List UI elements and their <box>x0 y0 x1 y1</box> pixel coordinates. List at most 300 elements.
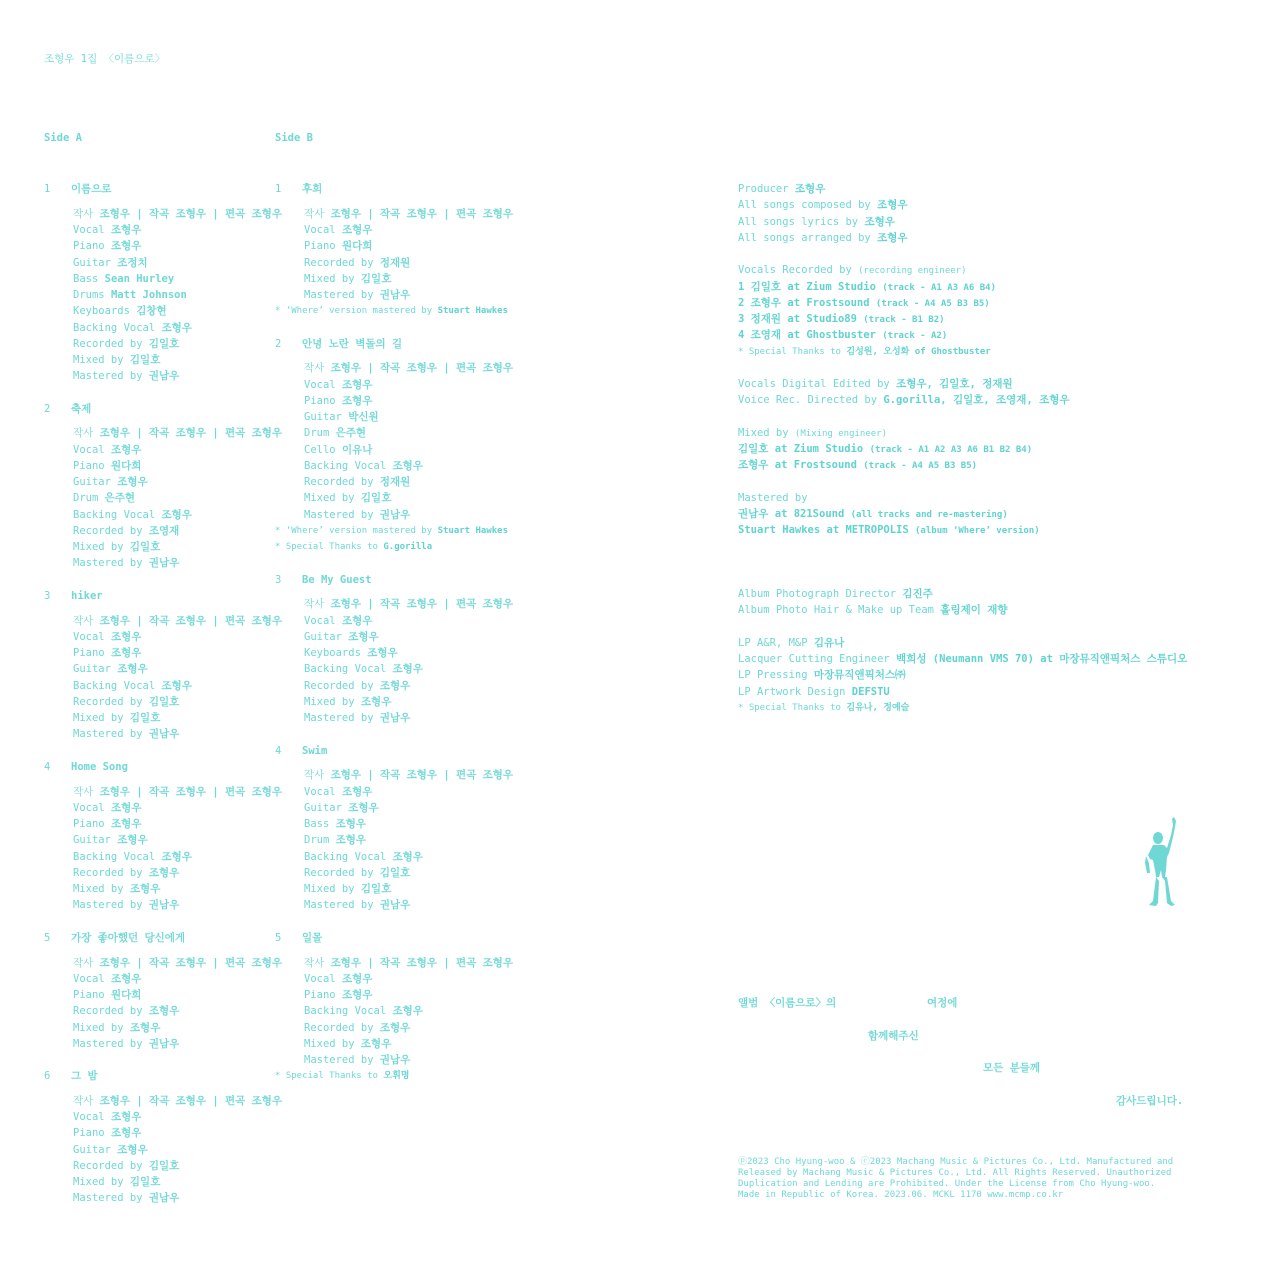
credit-line <box>44 336 274 352</box>
credit-role: All songs composed by <box>738 199 871 212</box>
credit-line <box>275 393 515 409</box>
credit-role: 작사 <box>73 427 94 440</box>
credit-name: 조형우 <box>341 972 373 985</box>
credit-name: 김일호 <box>129 1176 161 1189</box>
credit-role: Mastered by <box>304 289 374 301</box>
credit-name: 조형우 | 작곡 조형우 | 편곡 조형우 <box>99 427 283 440</box>
credit-line <box>275 832 515 848</box>
credit-line <box>275 800 515 816</box>
engineer-tracks: (track - A1 A3 A6 B4) <box>882 282 997 293</box>
track-header <box>275 930 515 946</box>
credit-name: 조형우 <box>341 989 373 1001</box>
credit-role: Piano <box>73 1127 105 1140</box>
credit-role: Mastered by <box>73 1037 143 1050</box>
credit-role: 작사 <box>304 362 325 375</box>
production-credits <box>738 181 1238 539</box>
credit-role: LP Artwork Design <box>738 685 846 698</box>
credit-role: Backing Vocal <box>304 663 387 676</box>
credit-line <box>44 490 274 506</box>
thanks-line-5: 감사드립니다. <box>1116 1095 1184 1107</box>
credit-role: Vocal <box>73 224 105 236</box>
credit-name: 김일호 <box>129 541 161 554</box>
credit-name: 김일호 <box>148 695 180 708</box>
credit-line <box>738 602 1238 618</box>
credit-line <box>44 1190 274 1206</box>
credit-name: 조형우 <box>392 850 423 863</box>
credit-line <box>275 629 515 645</box>
credit-name: 조형우 <box>110 240 142 253</box>
credit-line <box>275 287 515 303</box>
credit-line <box>44 661 274 677</box>
credit-role: Guitar <box>73 834 111 847</box>
credit-line <box>275 955 515 971</box>
credit-line <box>275 238 515 254</box>
credit-name: Matt Johnson <box>110 289 187 301</box>
credit-role: Guitar <box>73 663 111 676</box>
credit-line <box>275 1052 515 1068</box>
credit-name: 조형우 <box>148 866 180 879</box>
credit-role: Drums <box>73 289 105 301</box>
track-title: 축제 <box>71 402 92 415</box>
credit-role: Mastered by <box>304 508 374 521</box>
credit-role: Guitar <box>73 1143 111 1156</box>
side-b-heading: Side B <box>275 132 313 144</box>
engineer-tracks: (track - B1 B2) <box>863 315 945 325</box>
engineer-line <box>738 311 1238 327</box>
credit-line <box>44 629 274 645</box>
credit-name: 조형우 <box>129 883 161 896</box>
credit-role: Mixed by <box>73 1021 124 1034</box>
credit-name: 조형우 <box>379 1021 411 1034</box>
credit-name: 조형우 | 작곡 조형우 | 편곡 조형우 <box>99 785 283 798</box>
credit-role: 작사 <box>304 207 325 220</box>
credit-role: Guitar <box>73 476 111 489</box>
credit-line <box>44 507 274 523</box>
credit-line <box>44 710 274 726</box>
track-header <box>275 181 515 197</box>
credit-role: Piano <box>304 394 336 407</box>
track <box>44 588 283 743</box>
engineer-name: 권남우 at 821Sound <box>738 508 845 520</box>
credit-line <box>738 651 1238 667</box>
credit-name: 조형우 <box>335 818 367 831</box>
credit-line <box>275 661 515 677</box>
note-prefix: * Special Thanks to <box>738 346 841 357</box>
copyright-notice: ⓟ2023 Cho Hyung-woo & ⓒ2023 Machang Music & Pictures Co., Ltd. Manufactured and Released by Machang Music & Pictures Co., Ltd. All Rights Reserved. Unauthorized Duplication and Lending are Prohibited. Under the License from Cho Hyung-woo. Made in Republic of Korea. 2023.06. MCKL 1170 www.mcmp.co.kr <box>738 1157 1174 1200</box>
credit-name: 조형우 <box>110 443 142 456</box>
credit-line <box>275 596 515 612</box>
credit-line <box>738 667 1238 683</box>
credit-line <box>275 881 515 897</box>
credit-line <box>44 238 274 254</box>
track-note <box>275 1068 515 1084</box>
note-prefix: * Special Thanks to <box>275 1071 378 1082</box>
credit-line <box>275 222 515 238</box>
credit-name: 정재원 <box>379 476 411 489</box>
credit-line <box>44 368 274 384</box>
engineer-tracks: (track - A4 A5 B3 B5) <box>875 298 990 309</box>
track-title: 안녕 노란 벽돌의 길 <box>302 337 403 350</box>
mixed-list <box>738 441 1238 474</box>
track-header <box>44 588 274 604</box>
credit-line <box>275 255 515 271</box>
credit-role: All songs arranged by <box>738 231 871 244</box>
credit-name: 김유나 <box>813 636 845 649</box>
credit-line <box>44 222 274 238</box>
engineer-line <box>738 327 1238 343</box>
credit-line <box>44 897 274 913</box>
credit-name: 조형우 <box>161 508 192 521</box>
credit-line <box>44 555 274 571</box>
credit-role: Recorded by <box>73 1159 143 1172</box>
track <box>44 401 283 572</box>
note-name: 김성원, 오성화 of Ghostbuster <box>846 346 991 357</box>
credit-line <box>44 865 274 881</box>
credit-line <box>275 678 515 694</box>
track-number: 4 <box>275 744 282 757</box>
engineer-tracks: (track - A1 A2 A3 A6 B1 B2 B4) <box>869 445 1033 455</box>
credit-role: LP A&R, M&P <box>738 636 808 649</box>
credit-name: 권남우 <box>148 557 180 570</box>
credit-role: 작사 <box>304 598 325 611</box>
engineer-name: 1 김일호 at Zium Studio <box>738 280 876 293</box>
credit-line <box>275 490 515 506</box>
note-prefix: * Special Thanks to <box>738 702 841 713</box>
track <box>275 743 515 914</box>
credit-name: 조형우 <box>367 647 398 660</box>
credit-name: 조영재 <box>148 524 180 537</box>
credit-name: 김일호 <box>148 1159 180 1172</box>
credit-line <box>44 849 274 865</box>
credit-line <box>275 849 515 865</box>
credit-line <box>275 971 515 987</box>
track-number: 2 <box>44 402 51 415</box>
track-title: 일몰 <box>302 931 323 944</box>
credit-line <box>44 320 274 336</box>
credit-name: 권남우 <box>379 289 411 301</box>
credit-role: Recorded by <box>73 337 143 350</box>
credit-role: Drum <box>73 492 99 505</box>
credit-name: G.gorilla, 김일호, 조영재, 조형우 <box>883 394 1070 407</box>
track-header <box>44 401 274 417</box>
credit-name: 김진주 <box>902 588 933 600</box>
credit-line <box>275 425 515 441</box>
credit-name: 조형우 | 작곡 조형우 | 편곡 조형우 <box>99 956 283 969</box>
engineer-line <box>738 506 1238 522</box>
credit-line <box>275 458 515 474</box>
credit-role: Mixed by <box>73 883 124 896</box>
credit-role: Mixed by <box>304 695 355 708</box>
engineer-tracks: (album ‘Where’ version) <box>915 526 1040 537</box>
track-title: 가장 좋아했던 당신에게 <box>71 931 186 944</box>
credit-role: Backing Vocal <box>304 459 387 472</box>
credit-role: 작사 <box>73 785 94 798</box>
engineer-name: 김일호 at Zium Studio <box>738 443 864 455</box>
credit-name: 김일호 <box>360 492 392 505</box>
credit-line <box>44 1142 274 1158</box>
credit-name: 원다희 <box>110 989 142 1001</box>
credit-role: Piano <box>73 240 105 253</box>
credit-role: Mixed by <box>304 272 355 285</box>
credit-role: Mastered by <box>304 1054 374 1066</box>
credit-line <box>44 987 274 1003</box>
credit-name: 권남우 <box>148 728 180 741</box>
engineer-name: 2 조형우 at Frostsound <box>738 296 870 309</box>
credit-role: Piano <box>304 989 336 1001</box>
credit-role: Vocals Digital Edited by <box>738 378 890 390</box>
credit-name: 권남우 <box>148 899 180 912</box>
thanks-line-1: 앨범 〈이름으로〉의 <box>738 997 837 1009</box>
photo-block <box>738 586 1238 619</box>
credit-line <box>738 181 1238 197</box>
credit-role: Vocal <box>73 1111 105 1124</box>
credit-role: Mixed by <box>73 712 124 725</box>
track-header <box>275 572 515 588</box>
vocals-recorded-role: Vocals Recorded by <box>738 264 852 277</box>
credit-line <box>738 635 1238 651</box>
track <box>275 181 515 320</box>
credit-line <box>275 897 515 913</box>
credit-name: DEFSTU <box>851 685 890 698</box>
track-number: 2 <box>275 337 282 350</box>
credit-name: 조형우 <box>360 695 392 708</box>
credit-name: 조형우 <box>110 630 142 643</box>
note-prefix: * ‘Where’ version mastered by <box>275 525 433 536</box>
photo-and-lp-credits <box>738 586 1238 716</box>
credit-role: Keyboards <box>73 305 130 318</box>
credit-role: Mastered by <box>73 1192 143 1205</box>
track-header <box>275 743 515 759</box>
credit-line <box>275 784 515 800</box>
credit-line <box>44 474 274 490</box>
track-header <box>275 336 515 352</box>
credit-line <box>44 287 274 303</box>
credit-line <box>44 694 274 710</box>
credit-line <box>738 214 1238 230</box>
track-header <box>44 181 274 197</box>
vocals-recorded-list <box>738 279 1238 344</box>
credit-role: Mastered by <box>304 712 374 725</box>
track-header <box>44 1068 274 1084</box>
credit-line <box>44 539 274 555</box>
credit-name: 조형우 | 작곡 조형우 | 편곡 조형우 <box>330 598 514 611</box>
mastered-list <box>738 506 1238 539</box>
credit-line <box>44 645 274 661</box>
engineer-name: 4 조영재 at Ghostbuster <box>738 329 876 342</box>
credit-name: 권남우 <box>379 712 411 725</box>
credit-role: Album Photograph Director <box>738 588 897 600</box>
credit-name: 조형우 <box>148 1005 180 1018</box>
credit-role: Bass <box>304 818 330 831</box>
engineer-line <box>738 522 1238 538</box>
track-note <box>275 523 515 539</box>
credit-role: Vocal <box>304 224 336 236</box>
track-number: 5 <box>44 931 51 944</box>
track-title: Swim <box>302 744 328 757</box>
credit-role: Producer <box>738 183 789 195</box>
credit-role: Cello <box>304 443 336 456</box>
credit-line <box>275 645 515 661</box>
credit-line <box>44 352 274 368</box>
credit-line <box>275 1003 515 1019</box>
credit-role: Vocal <box>73 630 105 643</box>
credit-name: 조형우 <box>877 199 908 212</box>
engineer-tracks: (track - A2) <box>882 331 948 342</box>
credit-name: 조형우 <box>110 1111 142 1124</box>
credit-role: Guitar <box>304 411 342 424</box>
credit-line <box>44 1020 274 1036</box>
credit-role: Bass <box>73 272 99 285</box>
credit-name: 조형우 <box>348 630 379 643</box>
credit-name: 조형우 <box>161 321 192 334</box>
engineer-line <box>738 441 1238 457</box>
track-header <box>44 759 274 775</box>
credit-name: 김일호 <box>379 866 411 879</box>
track-number: 3 <box>275 573 282 586</box>
credit-name: 조형우 <box>110 647 142 660</box>
credit-line <box>44 523 274 539</box>
credit-name: 조형우 <box>110 801 142 814</box>
credit-line <box>44 1109 274 1125</box>
thanks-line-4: 모든 분들께 <box>983 1062 1041 1074</box>
credit-name: 이유나 <box>341 443 373 456</box>
credit-name: 조형우 | 작곡 조형우 | 편곡 조형우 <box>330 956 514 969</box>
credit-name: 조형우 <box>877 231 908 244</box>
engineer-line <box>738 279 1238 295</box>
credit-name: 조형우 <box>110 1127 142 1140</box>
credit-line <box>738 684 1238 700</box>
credit-line <box>738 376 1238 392</box>
credit-role: 작사 <box>304 769 325 782</box>
credit-line <box>275 507 515 523</box>
track-header <box>44 930 274 946</box>
track-note <box>275 539 515 555</box>
engineer-tracks: (track - A4 A5 B3 B5) <box>863 461 978 472</box>
track-note <box>275 303 515 319</box>
credit-line <box>275 360 515 376</box>
credit-line <box>44 206 283 222</box>
credit-role: Backing Vocal <box>304 850 387 863</box>
credit-name: 권남우 <box>148 1192 180 1205</box>
credit-line <box>275 474 515 490</box>
credit-line <box>738 230 1238 246</box>
track <box>44 181 283 385</box>
credit-name: 조형우 | 작곡 조형우 | 편곡 조형우 <box>99 207 283 220</box>
credit-line <box>44 425 283 441</box>
credit-line <box>44 832 274 848</box>
mixed-role: Mixed by <box>738 426 789 439</box>
credit-line <box>44 784 283 800</box>
credit-name: 은주현 <box>104 492 136 505</box>
credit-name: 조형우 <box>341 378 373 391</box>
credit-role: Album Photo Hair & Make up Team <box>738 604 934 617</box>
credit-line <box>275 409 515 425</box>
credit-role: Drum <box>304 427 330 440</box>
credit-line <box>44 1003 274 1019</box>
track <box>275 930 515 1085</box>
credit-role: Vocal <box>304 378 336 391</box>
engineer-line <box>738 457 1238 473</box>
credit-role: Mastered by <box>73 899 143 912</box>
credit-name: 권남우 <box>379 508 411 521</box>
engineer-line <box>738 295 1238 311</box>
credit-role: Recorded by <box>304 866 374 879</box>
credit-name: 조형우 <box>129 1021 161 1034</box>
credit-name: 조형우, 김일호, 정재원 <box>896 378 1013 390</box>
credit-role: Keyboards <box>304 647 361 660</box>
credit-name: Sean Hurley <box>104 272 175 285</box>
credit-role: Piano <box>73 989 105 1001</box>
note-name: G.gorilla <box>383 542 433 553</box>
credit-role: Mixed by <box>73 541 124 554</box>
engineer-tracks: (all tracks and re-mastering) <box>850 510 1008 520</box>
credit-line <box>44 955 283 971</box>
credit-name: 백희성 (Neumann VMS 70) at 마장뮤직앤픽처스 스튜디오 <box>896 653 1188 665</box>
credit-role: Vocal <box>304 785 336 798</box>
credit-line <box>44 458 274 474</box>
note-prefix: * ‘Where’ version mastered by <box>275 306 433 317</box>
credit-name: 박신원 <box>348 411 379 424</box>
track-number: 4 <box>44 760 51 773</box>
credit-role: Vocal <box>73 801 105 814</box>
credit-role: Piano <box>73 818 105 831</box>
credit-role: Mixed by <box>304 492 355 505</box>
credit-role: Mastered by <box>304 899 374 912</box>
credit-line <box>44 1036 274 1052</box>
credit-role: Backing Vocal <box>73 321 156 334</box>
credit-role: Recorded by <box>73 695 143 708</box>
credit-name: 김일호 <box>129 712 161 725</box>
credit-role: Piano <box>304 240 336 253</box>
track <box>275 336 515 556</box>
credit-role: Mastered by <box>73 370 143 383</box>
credit-line <box>275 1020 515 1036</box>
credit-name: 조형우 <box>392 663 423 676</box>
credit-role: 작사 <box>73 207 94 220</box>
note-prefix: * Special Thanks to <box>275 542 378 553</box>
credit-name: 조형우 <box>392 459 423 472</box>
note-name: Stuart Hawkes <box>437 525 509 536</box>
credit-name: 권남우 <box>379 1054 411 1066</box>
credit-role: Backing Vocal <box>304 1005 387 1018</box>
credit-role: Mixed by <box>73 1176 124 1189</box>
engineer-name: Stuart Hawkes at METROPOLIS <box>738 524 909 537</box>
vocals-thanks-note <box>738 344 1238 360</box>
track-number: 3 <box>44 589 51 602</box>
lp-thanks-note <box>738 700 1238 716</box>
credit-line <box>275 271 515 287</box>
credit-role: Mixed by <box>304 883 355 896</box>
credit-name: 조형우 | 작곡 조형우 | 편곡 조형우 <box>330 362 514 375</box>
credit-name: 김일호 <box>148 337 180 350</box>
credit-name: 홀링제이 재향 <box>940 604 1008 617</box>
credit-name: 조형우 <box>392 1005 423 1018</box>
credit-role: 작사 <box>73 1094 94 1107</box>
digital-edit-block <box>738 376 1238 409</box>
track-title: 후회 <box>302 183 323 195</box>
credit-name: 원다희 <box>341 240 373 253</box>
track <box>275 572 515 727</box>
credit-line <box>44 1125 274 1141</box>
credit-line <box>738 586 1238 602</box>
producer-block <box>738 181 1238 246</box>
credit-line <box>44 442 274 458</box>
credit-name: 조형우 <box>117 834 148 847</box>
track-title: Be My Guest <box>302 573 372 586</box>
credit-role: Vocal <box>73 443 105 456</box>
credit-name: 조형우 <box>117 663 148 676</box>
side-b-tracklist <box>275 181 515 1101</box>
